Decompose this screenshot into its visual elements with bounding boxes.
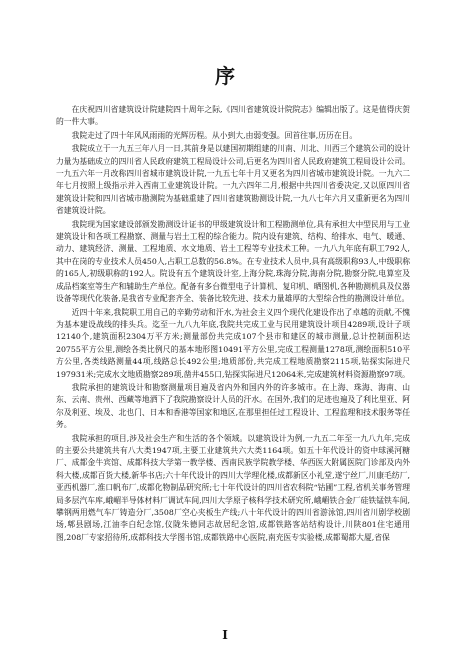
- paragraph: 我院承担的项目,涉及社会生产和生活的各个领域。以建筑设计为例,一九五二年至一九八九年,完成的主要公共建筑共有八大类1947项,主要工业建筑共六大类1164项。如五十年代设计的资中球溪河糖厂、成都金牛宾馆、成都科技大学第一教学楼、西南民族学院教学楼、华西医大附属医院门诊部及内外科大楼,成都百货大楼,新华书店;六十年代设计的四川大学理化楼,成都新区小礼堂,遂宁丝厂,川康毛纺厂,亚西机器厂,淮口帆布厂,成都化物制品研究所;七十年代设计的四川省农科院“钴圃”工程,省机关事务管理局多层汽车库,峨嵋半导体材料厂调试车间,四川大学原子核科学技术研究所,峨嵋铁合金厂硅铁锰铁车间,攀钢两用燃气车厂铸造分厂,3508厂空心夹板生产线;八十年代设计的四川省游泳馆,四川省川剧学校剧场,郫县剧场,江油李白纪念馆,仪陇朱德同志故居纪念馆,成都铁路客站结构设计,川陕801住宅通用图,208厂专家招待所,成都科技大学图书馆,成都铁路中心医院,南充医专实验楼,成都蜀都大厦,省保: [56, 433, 410, 542]
- page-number: I: [222, 628, 228, 642]
- paragraph: 我院成立于一九五三年八月一日,其前身是以建国初期组建的川南、川北、川西三个建筑公司的设计力量为基础成立的四川省人民政府建筑工程局设计公司,后更名为四川省人民政府建筑工程局设计公司。一九五六年一月改称四川省城市建筑设计院,一九五七年十月又更名为四川省城市建筑设计院。一九六二年七月按照上级指示并入西南工业建筑设计院。一九六四年二月,根据中共四川省委决定,又以原四川省建筑设计院和四川省城市勘测院为基础重建了四川省建筑勘测设计院,一九八七年六月又重新更名为四川省建筑设计院。: [56, 144, 410, 216]
- paragraph: 近四十年来,我院职工用自己的辛勤劳动和汗水,为社会主义四个现代化建设作出了卓越的贡献,不愧为基本建设战线的排头兵。迄至一九八九年底,我院共完成工业与民用建筑设计项目4289项,设计子项12140个,建筑面积2304万平方米;测量部份共完成107个县市和建区的城市测量,总计控制面积达20755平方公里,测绘各类比例尺的基本地形图10491平方公里,完成工程测量1278项,测绘面积510平方公里,各类线路测量44项,线路总长492公里;地质部份,共完成工程地质勘察2115项,钻探实际进尺197931米;完成水文地质勘察289项,凿井455口,钻探实际进尺12064米,完成建筑材料资源勘察97项。: [56, 307, 410, 379]
- paragraph: 我院走过了四十年风风雨雨的光辉历程。从小到大,由弱变强。回首往事,历历在目。: [71, 130, 358, 140]
- paragraph: 我院现为国家建设部颁发勘测设计证书的甲级建筑设计和工程勘测单位,具有承担大中型民用与工业建筑设计和各项工程勘察、测量与岩土工程的综合能力。院内设有建筑、结构、给排水、电气、暖通、动力、建筑经济、测量、工程地质、水文地质、岩土工程等专业技术工种。一九八九年底有职工792人,其中在岗的专业技术人员450人,占职工总数的56.8%。在专业技术人员中,具有高级职称93人,中级职称的165人,初级职称的192人。院设有五个建筑设计室,上海分院,珠海分院,海南分院,勘察分院,电算室及成品档案室等生产和辅助生产单位。配备有多台微型电子计算机、复印机、晒图机,各种勘测机具及仪器设备等现代化装备,是我省专业配套齐全、装备比较先进、技术力量雄厚的大型综合性的勘测设计单位。: [56, 219, 410, 304]
- page-title: 序: [215, 64, 235, 88]
- paragraph: 我院承担的建筑设计和勘察测量项目遍及省内外和国内外的许多城市。在上海、珠海、海南、山东、云南、贵州、西藏等地洒下了我院勘察设计人员的汗水。在国外,我们的足迹也遍及了利比里亚、阿尔及利亚、埃及、北也门、日本和香港等国家和地区,在那里担任过工程设计、工程监理和技术服务等任务。: [56, 382, 410, 430]
- body-text: [56, 104, 410, 544]
- paragraph: 在庆祝四川省建筑设计院建院四十周年之际,《四川省建筑设计院院志》编辑出版了。这是值得庆贺的一件大事。: [56, 105, 410, 127]
